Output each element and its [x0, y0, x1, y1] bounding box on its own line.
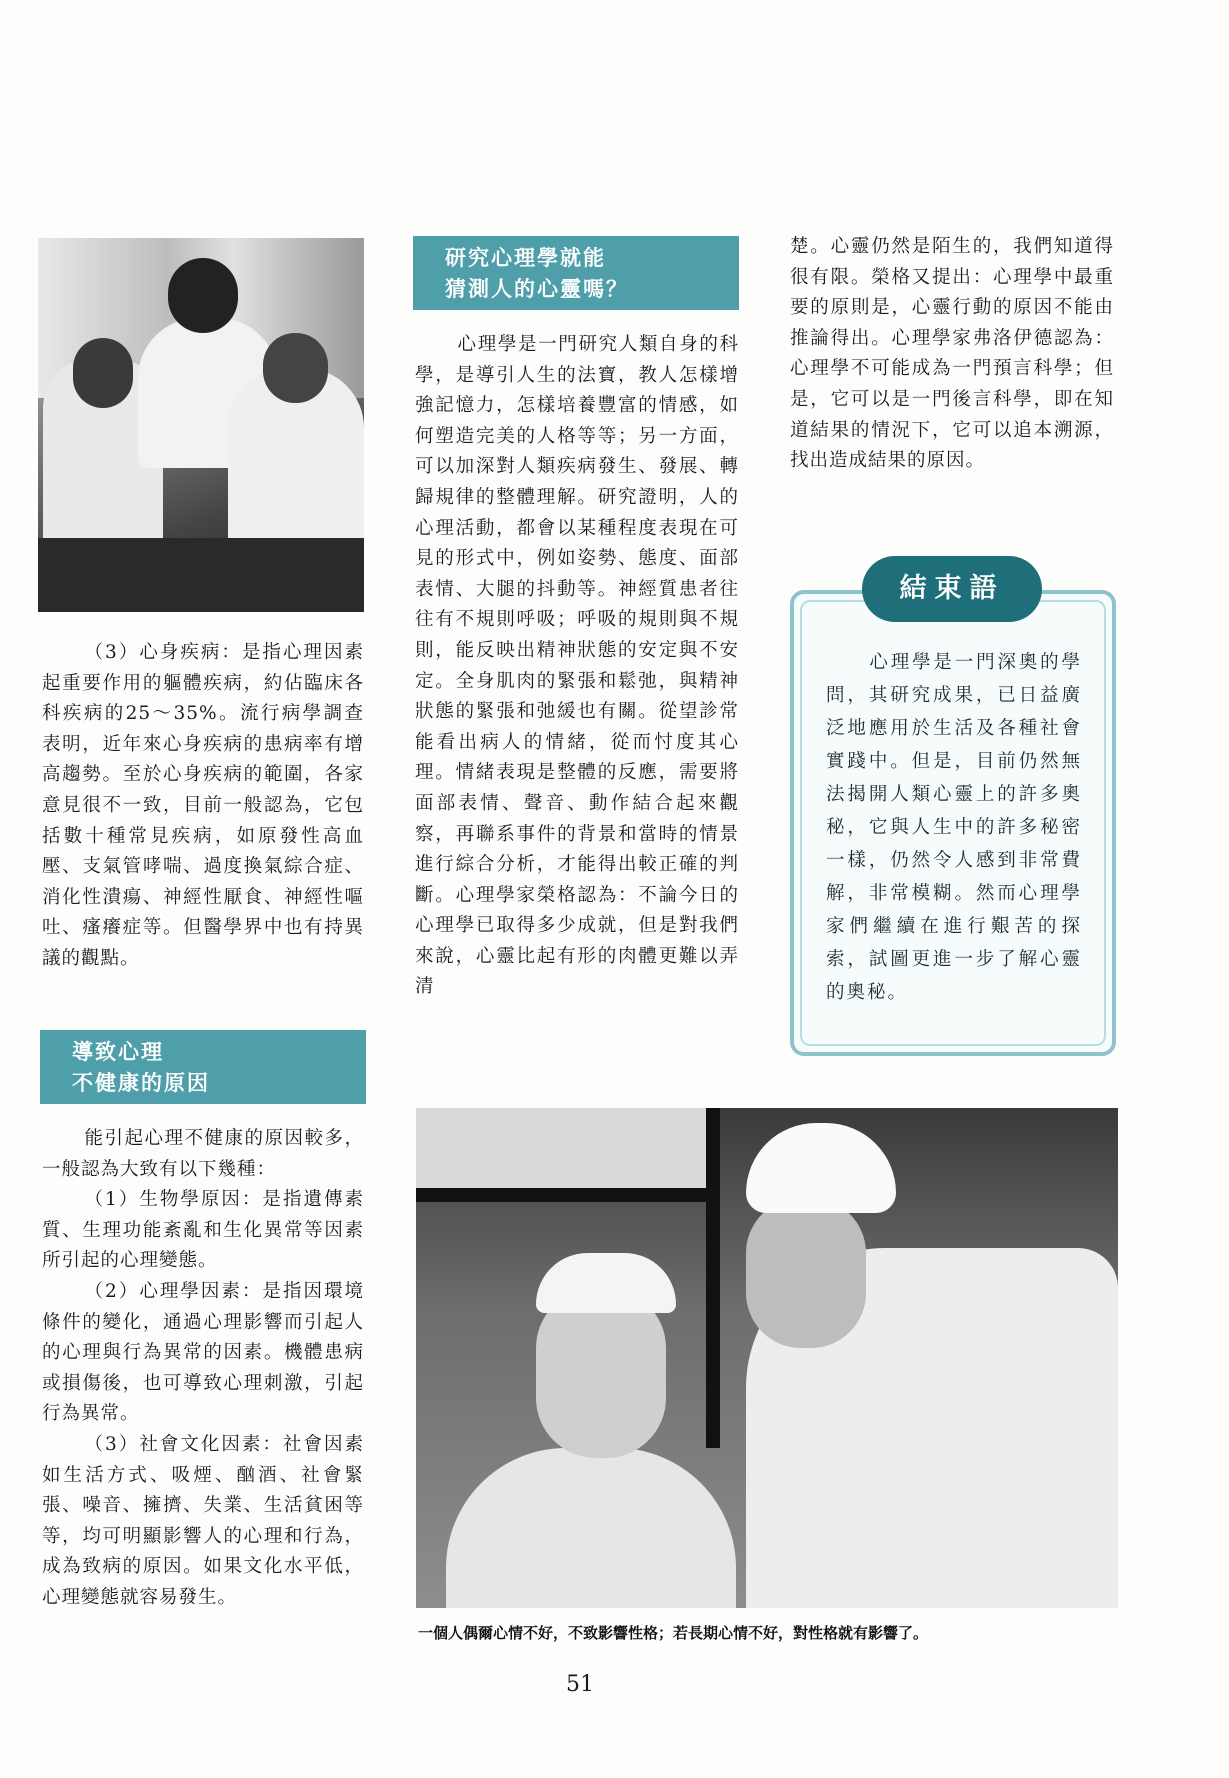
photo-bed-frame	[416, 1108, 706, 1188]
conclusion-text	[826, 646, 1082, 1009]
photo-nurse-standing-cap	[746, 1123, 896, 1213]
photo-caption: 一個人偶爾心情不好，不致影響性格；若長期心情不好，對性格就有影響了。	[418, 1624, 929, 1642]
conclusion-title: 結束語	[862, 556, 1042, 622]
paragraph-jung-freud: 楚。心靈仍然是陌生的，我們知道得很有限。榮格又提出：心理學中最重要的原則是，心靈行動的原因不能由推論得出。心理學家弗洛伊德認為：心理學不可能成為一門預言科學；但是，它可以是一門後言科學，即在知道結果的情況下，它可以追本溯源，找出造成結果的原因。	[790, 236, 1114, 472]
banner-line-2: 不健康的原因	[72, 1071, 210, 1095]
photo-nurse-seated	[446, 1448, 736, 1608]
paragraph-causes-intro: 能引起心理不健康的原因較多，一般認為大致有以下幾種：	[42, 1128, 364, 1180]
photo-nurse-seated-cap	[536, 1253, 676, 1313]
paragraph-psychology-science: 心理學是一門研究人類自身的科學，是導引人生的法寶，教人怎樣增強記憶力，怎樣培養豐富的情感，如何塑造完美的人格等等；另一方面，可以加深對人類疾病發生、發展、轉歸規律的整體理解。研究證明，人的心理活動，都會以某種程度表現在可見的形式中，例如姿勢、態度、面部表情、大腿的抖動等。神經質患者往往有不規則呼吸；呼吸的規則與不規則，能反映出精神狀態的安定與不安定。全身肌肉的緊張和鬆弛，與精神狀態的緊張和弛緩也有關。從望診常能看出病人的情緒，從而忖度其心理。情緒表現是整體的反應，需要將面部表情、聲音、動作結合起來觀察，再聯系事件的背景和當時的情景進行綜合分析，才能得出較正確的判斷。心理學家榮格認為：不論今日的心理學已取得多少成就，但是對我們來說，心靈比起有形的肉體更難以弄清	[415, 334, 739, 998]
photo-desk	[38, 538, 364, 612]
photo-bed-rail	[416, 1188, 716, 1202]
banner-line-2: 猜測人的心靈嗎？	[445, 277, 629, 301]
photo-doctors-consultation	[38, 238, 364, 612]
photo-person-left-head	[73, 338, 133, 408]
photo-bed-post	[706, 1108, 720, 1448]
photo-nurses	[416, 1108, 1118, 1608]
photo-nurse-standing-face	[746, 1198, 866, 1348]
conclusion-box	[790, 590, 1116, 1056]
right-column	[790, 232, 1114, 477]
conclusion-body: 心理學是一門深奧的學問，其研究成果，已日益廣泛地應用於生活及各種社會實踐中。但是，目前仍然無法揭開人類心靈上的許多奧秘，它與人生中的許多秘密一樣，仍然令人感到非常費解，非常模糊。然而心理學家們繼續在進行艱苦的探索，試圖更進一步了解心靈的奧秘。	[826, 652, 1082, 1003]
left-column-causes	[42, 1124, 364, 1614]
photo-person-right-head	[263, 333, 328, 403]
left-column	[42, 638, 364, 975]
paragraph-psychological-causes: （2）心理學因素：是指因環境條件的變化，通過心理影響而引起人的心理與行為異常的因素。機體患病或損傷後，也可導致心理刺激，引起行為異常。	[42, 1280, 364, 1425]
section-banner-causes	[40, 1030, 366, 1104]
paragraph-social-cultural-causes: （3）社會文化因素：社會因素如生活方式、吸煙、酗酒、社會緊張、噪音、擁擠、失業、生活貧困等等，均可明顯影響人的心理和行為，成為致病的原因。如果文化水平低，心理變態就容易發生。	[42, 1433, 364, 1608]
paragraph-psychosomatic-diseases: （3）心身疾病：是指心理因素起重要作用的軀體疾病，約佔臨床各科疾病的25～35%。流行病學調查表明，近年來心身疾病的患病率有增高趨勢。至於心身疾病的範圍，各家意見很不一致，目前一般認為，它包括數十種常見疾病，如原發性高血壓、支氣管哮喘、過度換氣綜合症、消化性潰瘍、神經性厭食、神經性嘔吐、瘙癢症等。但醫學界中也有持異議的觀點。	[42, 642, 364, 969]
middle-column	[415, 330, 739, 1003]
section-banner-predict-mind	[413, 236, 739, 310]
paragraph-biological-causes: （1）生物學原因：是指遺傳素質、生理功能紊亂和生化異常等因素所引起的心理變態。	[42, 1189, 364, 1272]
photo-nurse-seated-face	[536, 1288, 666, 1458]
banner-line-1: 研究心理學就能	[445, 246, 606, 270]
page-number: 51	[566, 1672, 594, 1697]
conclusion-inner-border	[800, 600, 1106, 1046]
photo-person-middle-head	[168, 258, 238, 333]
banner-line-1: 導致心理	[72, 1040, 164, 1064]
